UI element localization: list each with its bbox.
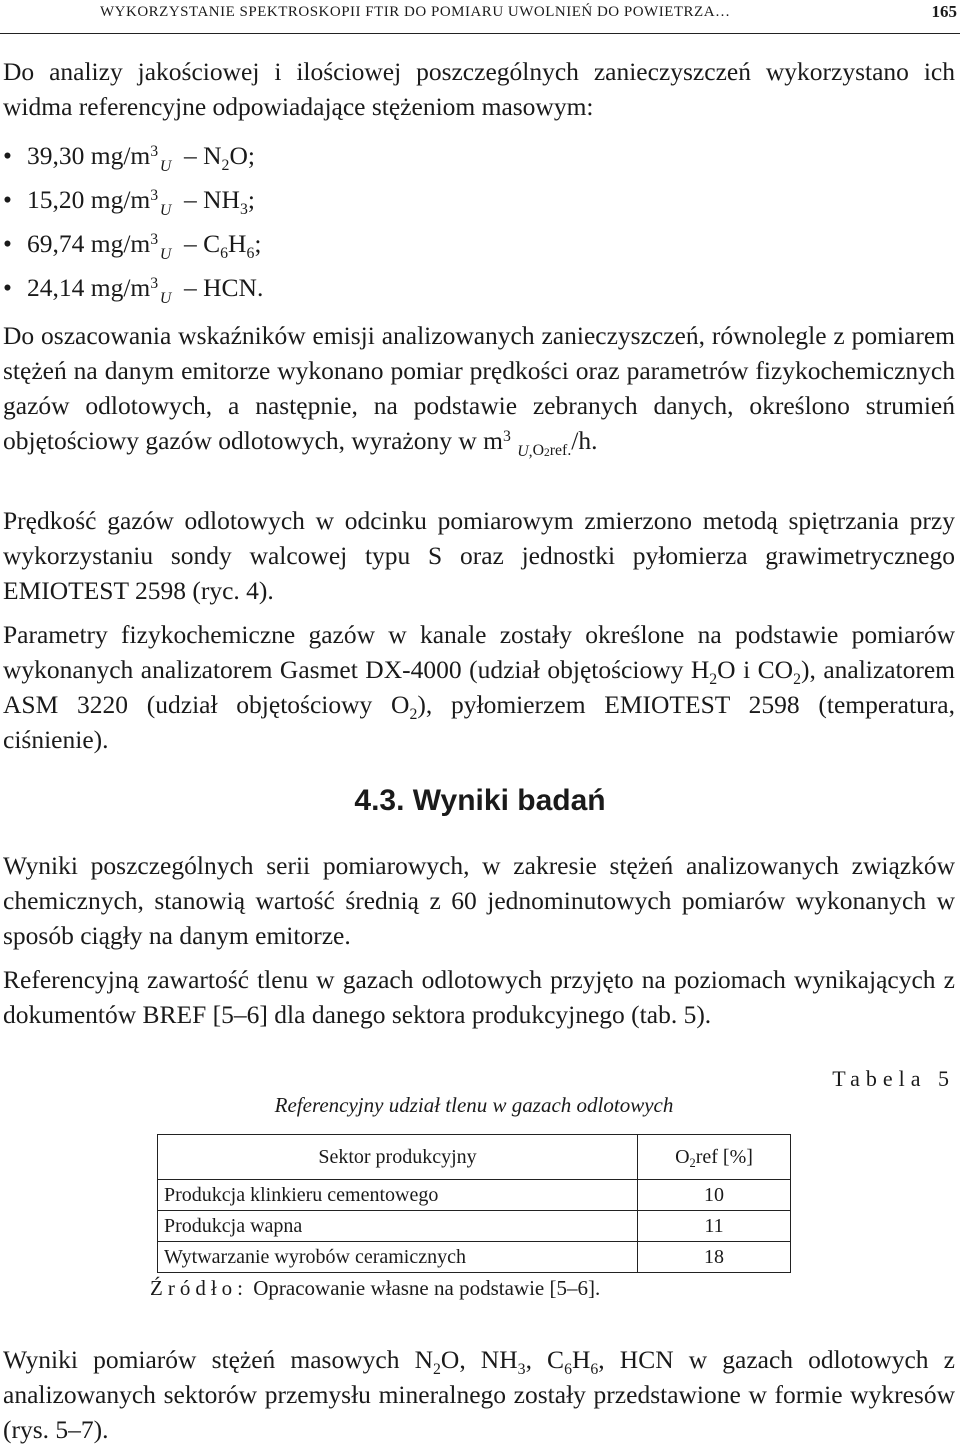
value: 69,74 [27, 229, 85, 258]
results-paragraph [3, 848, 955, 953]
value: 39,30 [27, 141, 85, 170]
closing-paragraph [3, 1342, 955, 1447]
oxygen-text: Referencyjną zawartość tlenu w gazach odlotowych przyjęto na poziomach wynikających z dokumentów BREF [5–6] dla danego sektora produkcyjnego (tab. 5). [3, 965, 955, 1029]
table-source [150, 1276, 600, 1301]
column-header-sector: Sektor produkcyjny [158, 1135, 638, 1180]
bullet-icon: • [3, 141, 12, 170]
column-header-oxygen: $O_2ref$ [%] [638, 1135, 791, 1180]
formula: $N_2O$; [203, 141, 255, 174]
list-item [3, 270, 603, 314]
cell-value: 11 [638, 1211, 791, 1242]
cell-value: 10 [638, 1180, 791, 1211]
table-row [158, 1242, 791, 1273]
closing-text: Wyniki pomiarów stężeń masowych $N_2O$, $NH_3$, $C_6H_6$, HCN w gazach odlotowych z analizowanych sektorów przemysłu mineralnego zostały przedstawione w formie wykresów (rys. 5–7). [3, 1345, 955, 1444]
unit-exponent: 3 [150, 275, 159, 293]
intro-text: Do analizy jakościowej i ilościowej poszczególnych zanieczyszczeń wykorzystano ich widma referencyjne odpowiadające stężeniom masowym: [3, 57, 955, 121]
source-label: Źródło: [150, 1276, 248, 1300]
bullet-icon: • [3, 229, 12, 258]
table-caption: Referencyjny udział tlenu w gazach odlotowych [274, 1093, 674, 1117]
intro-paragraph [3, 54, 955, 124]
dash: – [183, 141, 197, 170]
cell-sector: Produkcja klinkieru cementowego [158, 1180, 638, 1211]
unit: mg/m [90, 273, 151, 302]
running-title: WYKORZYSTANIE SPEKTROSKOPII FTIR DO POMIARU UWOLNIEŃ DO POWIETRZA… [100, 4, 731, 20]
dash: – [183, 229, 197, 258]
table-row [158, 1180, 791, 1211]
velocity-paragraph [3, 503, 955, 608]
dash: – [183, 273, 197, 302]
bullet-icon: • [3, 185, 12, 214]
unit-exponent: 3 [150, 187, 159, 205]
formula: HCN. [203, 273, 264, 302]
parameters-paragraph [3, 617, 955, 757]
value: 15,20 [27, 185, 85, 214]
unit-subscript: U [159, 246, 172, 264]
table-row [158, 1211, 791, 1242]
table-header-row [158, 1135, 791, 1180]
unit-exponent: 3 [150, 143, 159, 161]
list-item [3, 226, 603, 270]
emission-paragraph [3, 318, 955, 461]
unit-subscript: U [159, 158, 172, 176]
dash: – [183, 185, 197, 214]
table-label: Tabela 5 [832, 1066, 955, 1091]
parameters-text: Parametry fizykochemiczne gazów w kanale zostały określone na podstawie pomiarów wykonanych analizatorem Gasmet DX-4000 (udział objętościowy $H_2O$ i $CO_2$), analizatorem ASM 3220 (udział objętościowy $O_2$), pyłomierzem EMIOTEST 2598 (temperatura, ciśnienie). [3, 620, 956, 754]
unit-subscript: U [159, 290, 172, 308]
formula: $C_6H_6$; [203, 229, 262, 262]
list-item [3, 138, 603, 182]
unit: mg/m [90, 185, 151, 214]
unit-subscript: U [159, 202, 172, 220]
cell-value: 18 [638, 1242, 791, 1273]
running-header [0, 0, 960, 34]
oxygen-paragraph [3, 962, 955, 1032]
page-number: 165 [931, 2, 957, 21]
list-item [3, 182, 603, 226]
bullet-icon: • [3, 273, 12, 302]
source-text: Opracowanie własne na podstawie [5–6]. [248, 1276, 601, 1300]
section-heading: 4.3. Wyniki badań [354, 784, 606, 817]
unit: mg/m [90, 141, 151, 170]
cell-sector: Wytwarzanie wyrobów ceramicznych [158, 1242, 638, 1273]
reference-oxygen-table [157, 1134, 791, 1273]
unit-exponent: 3 [150, 231, 159, 249]
header-rule [0, 33, 960, 34]
emission-text: Do oszacowania wskaźników emisji analizowanych zanieczyszczeń, równolegle z pomiarem stężeń na danym emitorze wykonano pomiar prędkości oraz parametrów fizykochemicznych gazów odlotowych, a następnie, na podstawie zebranych danych, określono strumień objętościowy gazów odlotowych, wyrażony w $m^3$ $_{U,O2ref.}$/h. [3, 321, 955, 461]
velocity-text: Prędkość gazów odlotowych w odcinku pomiarowym zmierzono metodą spiętrzania przy wykorzystaniu sondy walcowej typu S oraz jednostki pyłomierza grawimetrycznego EMIOTEST 2598 (ryc. 4). [3, 506, 955, 605]
cell-sector: Produkcja wapna [158, 1211, 638, 1242]
results-text: Wyniki poszczególnych serii pomiarowych, w zakresie stężeń analizowanych związków chemicznych, stanowią wartość średnią z 60 jednominutowych pomiarów wykonanych w sposób ciągły na danym emitorze. [3, 851, 955, 950]
formula: $NH_3$; [203, 185, 255, 218]
value: 24,14 [27, 273, 85, 302]
unit: mg/m [90, 229, 151, 258]
concentration-list [3, 138, 603, 314]
